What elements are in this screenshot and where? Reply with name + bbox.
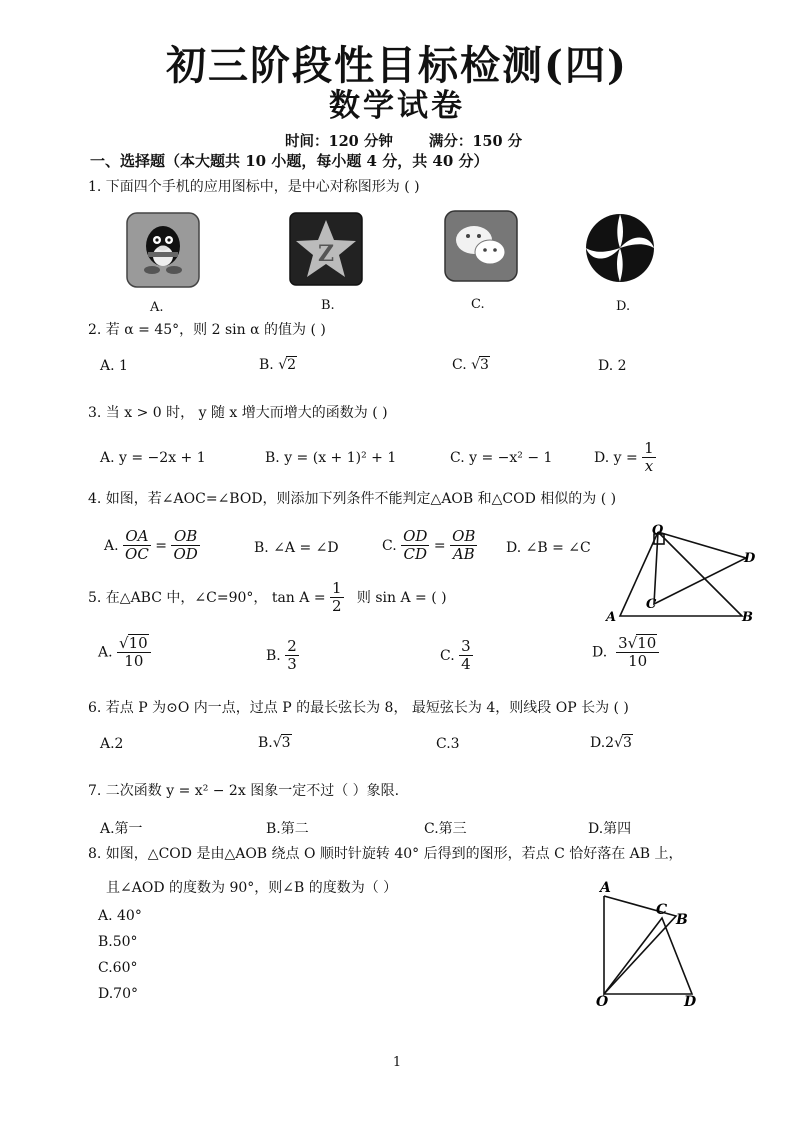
q4-option-c: C. $\frac{OD}{CD}$ = $\frac{OB}{AB}$ [382,527,476,564]
exam-subtitle: 数学试卷 [329,88,465,124]
q1-option-a: A. [150,300,164,315]
question-2-stem: 2. 若 α = 45°，则 2 sin α 的值为 ( ) [88,322,326,338]
page-number: 1 [392,1055,402,1070]
svg-text:Z: Z [317,241,335,267]
fig8-label-o: O [596,994,609,1010]
q6-option-b: B.√3 [258,735,291,751]
q5-option-b: B. $\frac{2}{3}$ [266,637,297,674]
fig8-label-b: B [676,912,688,928]
q8-option-b: B.50° [98,934,138,950]
exam-meta [285,130,522,151]
q3-option-b: B. y = (x + 1)² + 1 [265,450,397,466]
q3-option-a: A. y = −2x + 1 [100,450,206,466]
fig4-label-b: B [742,610,753,625]
q7-option-a: A.第一 [100,821,143,837]
q3-option-d: D. y = $\frac{1}{x}$ [594,439,654,476]
question-4-stem: 4. 如图，若∠AOC=∠BOD，则添加下列条件不能判定△AOB 和△COD 相似的为 ( ) [88,491,617,507]
fig8-label-c: C [656,902,668,918]
q5-option-c: C. $\frac{3}{4}$ [440,637,471,674]
qq-penguin-icon [126,212,200,292]
q6-option-a: A.2 [100,736,124,752]
question-6-stem: 6. 若点 P 为⊙O 内一点，过点 P 的最长弦长为 8， 最短弦长为 4，则线段 OP 长为 ( ) [88,700,629,716]
q2-option-d: D. 2 [598,358,627,374]
fig4-label-c: C [646,597,657,612]
q5-option-a: A. $\frac{√10}{10}$ [98,634,151,671]
q1-option-c: C. [471,297,485,312]
question-3-stem: 3. 当 x > 0 时， y 随 x 增大而增大的函数为 ( ) [88,405,388,421]
q5-option-d: D. $\frac{3√10}{10}$ [592,634,659,671]
q7-option-d: D.第四 [588,821,632,837]
fig8-label-d: D [684,994,697,1010]
q2-option-c: C. √3 [452,357,489,373]
q7-option-c: C.第三 [424,821,467,837]
q8-option-d: D.70° [98,986,138,1002]
question-5-stem: 5. 在△ABC 中，∠C=90°， tan A = $\frac{1}{2}$ 则 sin A = ( ) [88,579,447,616]
question-1-stem: 1. 下面四个手机的应用图标中，是中心对称图形为 ( ) [88,179,420,195]
fig8-label-a: A [600,880,611,896]
q8-option-c: C.60° [98,960,138,976]
wechat-icon [444,210,518,286]
full-score: 满分：150 分 [428,133,523,150]
question-8-line-2: 且∠AOD 的度数为 90°，则∠B 的度数为（ ） [106,880,398,896]
q8-figure [592,878,712,1014]
q6-option-c: C.3 [436,736,460,752]
q3-option-c: C. y = −x² − 1 [450,450,553,466]
q4-option-b: B. ∠A = ∠D [254,540,339,556]
q1-option-b: B. [321,298,335,313]
q4-option-a: A. $\frac{OA}{OC}$ = $\frac{OB}{OD}$ [104,527,198,564]
fig4-label-a: A [606,610,617,625]
q4-option-d: D. ∠B = ∠C [506,540,591,556]
q4-figure [600,520,770,634]
exam-title: 初三阶段性目标检测(四) [166,42,628,89]
q6-option-d: D.2√3 [590,735,632,751]
question-7-stem: 7. 二次函数 y = x² − 2x 图象一定不过（ ）象限. [88,783,400,799]
q8-option-a: A. 40° [98,908,142,924]
fig4-label-d: D [744,551,756,566]
q7-option-b: B.第二 [266,821,309,837]
time-limit: 时间：120 分钟 [285,133,393,150]
q2-option-a: A. 1 [100,358,128,374]
q1-option-d: D. [616,299,631,314]
fig4-label-o: O [652,523,664,538]
star-z-icon [289,212,363,290]
q2-option-b: B. √2 [259,357,297,373]
swirl-icon [584,212,656,288]
question-8-line-1: 8. 如图，△COD 是由△AOB 绕点 O 顺时针旋转 40° 后得到的图形，若点 C 恰好落在 AB 上， [88,846,683,862]
section-heading: 一、选择题（本大题共 10 小题，每小题 4 分，共 40 分） [90,152,489,170]
